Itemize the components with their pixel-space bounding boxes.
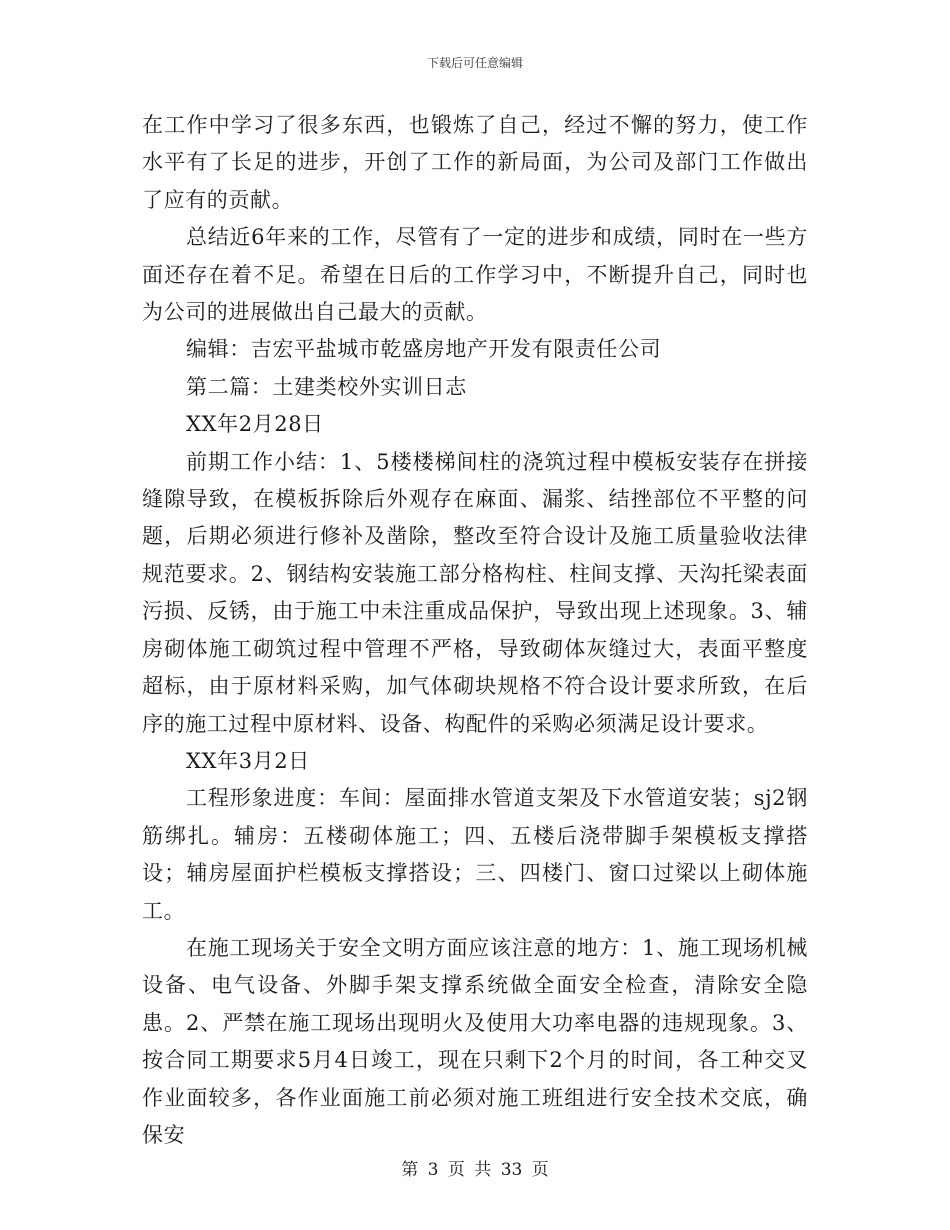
paragraph-progress: 工程形象进度：车间：屋面排水管道支架及下水管道安装；sj2钢筋绑扎。辅房：五楼砌体施工；四、五楼后浇带脚手架模板支撑搭设；辅房屋面护栏模板支撑搭设；三、四楼门、窗口过梁以上砌体施工。	[142, 786, 808, 923]
paragraph-2: 总结近6年来的工作，尽管有了一定的进步和成绩，同时在一些方面还存在着不足。希望在日后的工作学习中，不断提升自己，同时也为公司的进展做出自己最大的贡献。	[142, 225, 808, 325]
document-body	[142, 107, 808, 1154]
paragraph-safety: 在施工现场关于安全文明方面应该注意的地方：1、施工现场机械设备、电气设备、外脚手架支撑系统做全面安全检查，清除安全隐患。2、严禁在施工现场出现明火及使用大功率电器的违规现象。3、按合同工期要求5月4日竣工，现在只剩下2个月的时间，各工种交叉作业面较多，各作业面施工前必须对施工班组进行安全技术交底，确保安	[142, 935, 808, 1147]
date-entry-1: XX年2月28日	[186, 412, 324, 437]
page-header: 下载后可任意编辑	[426, 56, 523, 70]
paragraph-summary: 前期工作小结：1、5楼楼梯间柱的浇筑过程中模板安装存在拼接缝隙导致，在模板拆除后外观存在麻面、漏浆、结挫部位不平整的问题，后期必须进行修补及凿除，整改至符合设计及施工质量验收法律规范要求。2、钢结构安装施工部分格构柱、柱间支撑、天沟托梁表面污损、反锈，由于施工中未注重成品保护，导致出现上述现象。3、辅房砌体施工砌筑过程中管理不严格，导致砌体灰缝过大，表面平整度超标，由于原材料采购，加气体砌块规格不符合设计要求所致，在后序的施工过程中原材料、设备、构配件的采购必须满足设计要求。	[142, 449, 808, 736]
paragraph-1: 在工作中学习了很多东西，也锻炼了自己，经过不懈的努力，使工作水平有了长足的进步，开创了工作的新局面，为公司及部门工作做出了应有的贡献。	[142, 113, 808, 212]
page-footer: 第 3 页 共 33 页	[401, 1160, 549, 1180]
section-title: 第二篇：土建类校外实训日志	[186, 374, 467, 399]
date-entry-2: XX年3月2日	[186, 748, 310, 773]
paragraph-editor: 编辑：吉宏平盐城市乾盛房地产开发有限责任公司	[186, 337, 662, 362]
